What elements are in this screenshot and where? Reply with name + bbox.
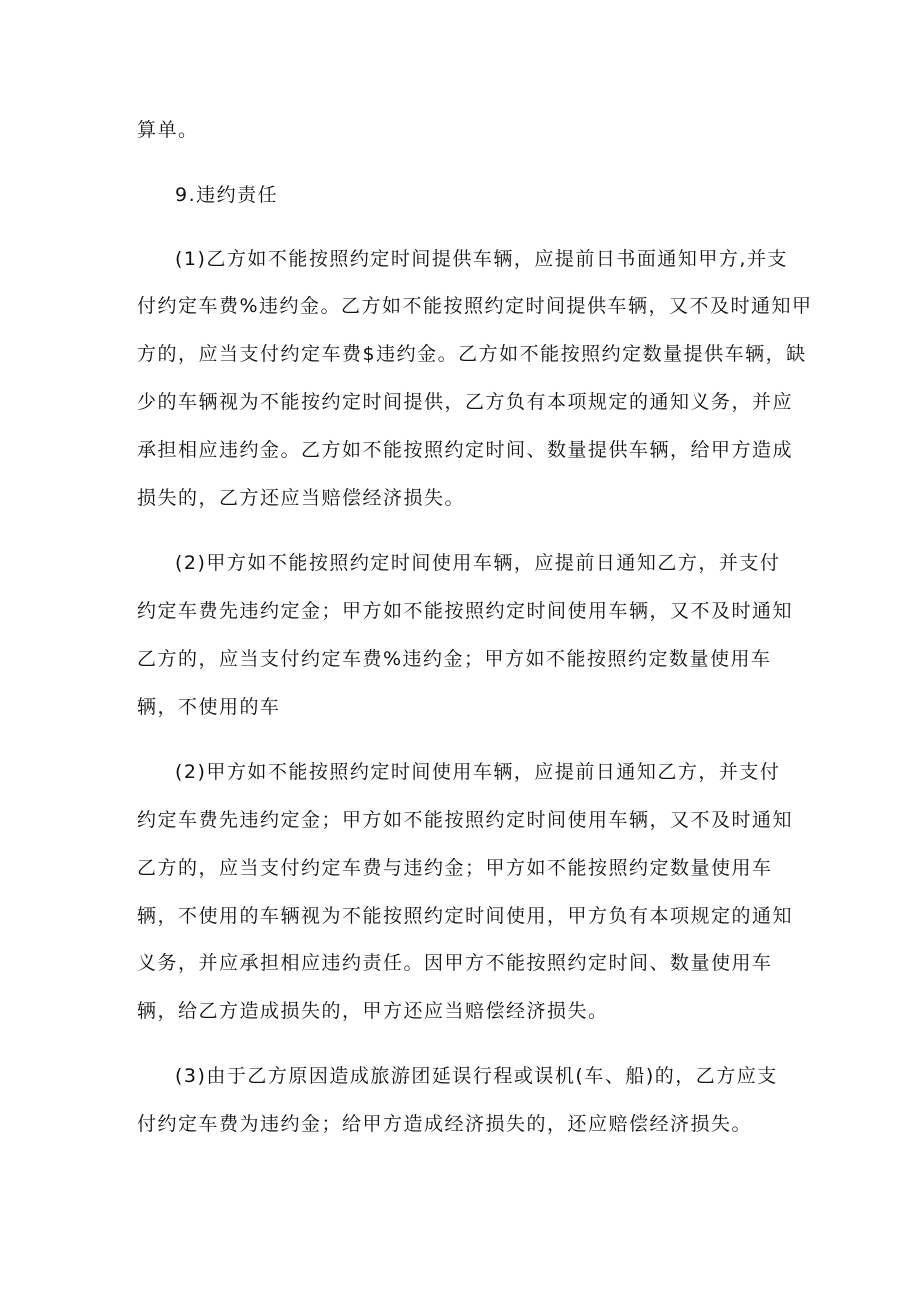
- clause-2b-line-5: 义务，并应承担相应违约责任。因甲方不能按照约定时间、数量使用车: [137, 952, 773, 974]
- text-line-continuation: 算单。: [137, 119, 199, 141]
- clause-2a-line-1: (2)甲方如不能按照约定时间使用车辆，应提前日通知乙方，并支付: [175, 552, 781, 574]
- clause-1-line-4: 少的车辆视为不能按约定时间提供，乙方负有本项规定的通知义务，并应: [137, 391, 794, 413]
- clause-2b-line-2: 约定车费先违约定金；甲方如不能按照约定时间使用车辆，又不及时通知: [137, 809, 794, 831]
- clause-2b-line-6: 辆，给乙方造成损失的，甲方还应当赔偿经济损失。: [137, 1000, 609, 1022]
- clause-1-line-6: 损失的，乙方还应当赔偿经济损失。: [137, 487, 466, 509]
- clause-2b-line-1: (2)甲方如不能按照约定时间使用车辆，应提前日通知乙方，并支付: [175, 761, 781, 783]
- clause-2a-line-2: 约定车费先违约定金；甲方如不能按照约定时间使用车辆，又不及时通知: [137, 600, 794, 622]
- clause-1-line-2: 付约定车费%违约金。乙方如不能按照约定时间提供车辆，又不及时通知甲: [137, 295, 813, 317]
- clause-1-line-5: 承担相应违约金。乙方如不能按照约定时间、数量提供车辆，给甲方造成: [137, 439, 794, 461]
- clause-1-line-1: (1)乙方如不能按照约定时间提供车辆，应提前日书面通知甲方,并支: [175, 248, 788, 270]
- clause-3-line-1: (3)由于乙方原因造成旅游团延误行程或误机(车、船)的，乙方应支: [175, 1065, 778, 1087]
- section-heading: 9.违约责任: [175, 184, 279, 206]
- clause-2a-line-3: 乙方的，应当支付约定车费%违约金；甲方如不能按照约定数量使用车: [137, 648, 772, 670]
- clause-1-line-3: 方的，应当支付约定车费$违约金。乙方如不能按照约定数量提供车辆，缺: [137, 343, 807, 365]
- clause-2a-line-4: 辆，不使用的车: [137, 696, 281, 718]
- clause-3-line-2: 付约定车费为违约金；给甲方造成经济损失的，还应赔偿经济损失。: [137, 1113, 753, 1135]
- clause-2b-line-3: 乙方的，应当支付约定车费与违约金；甲方如不能按照约定数量使用车: [137, 857, 773, 879]
- clause-2b-line-4: 辆，不使用的车辆视为不能按照约定时间使用，甲方负有本项规定的通知: [137, 905, 794, 927]
